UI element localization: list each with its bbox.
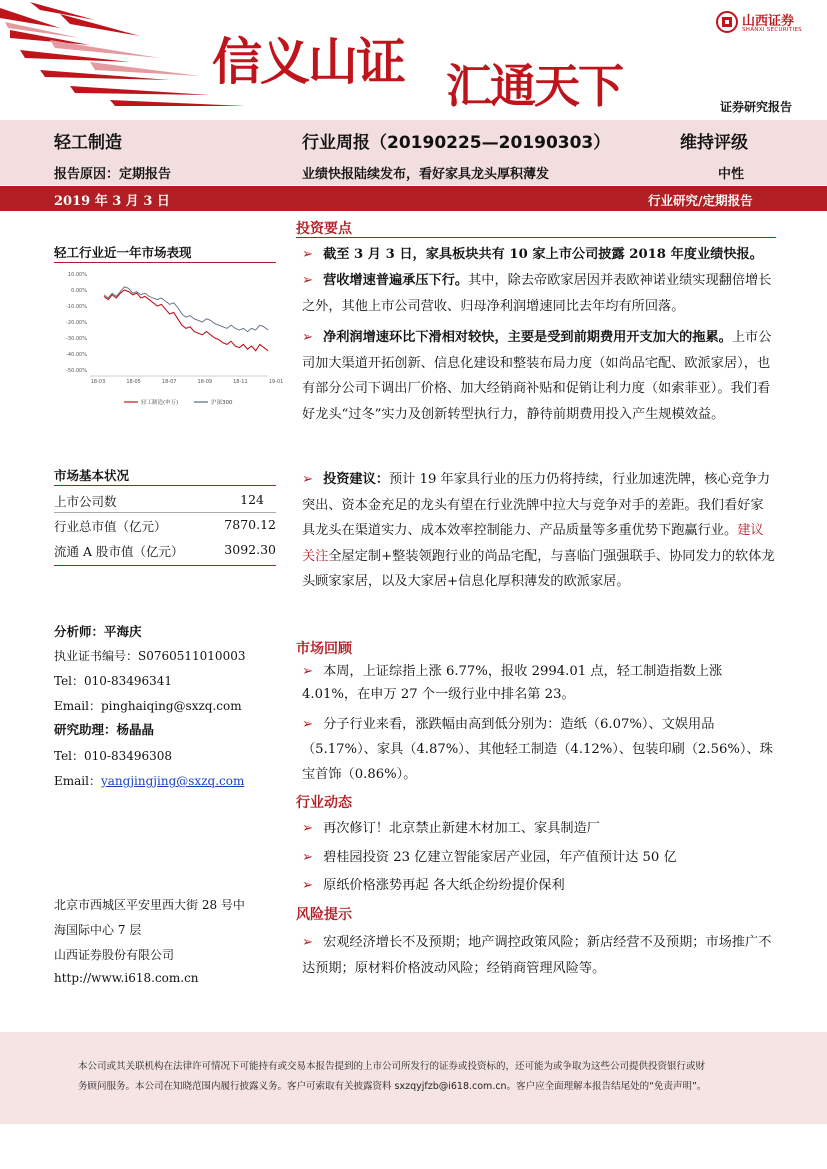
invest-point-4: ➢ 投资建议：预计 19 年家具行业的压力仍将持续，行业加速洗牌，核心竞争力突出、资本金充足的龙头有望在行业洗牌中拉大与竞争对手的差距。我们看好家具龙头在渠道实力、成本效率控制能力、产品质量等多重优势下跑赢行业。建议关注全屋定制+整装领跑行业的尚品宅配，与喜临门强强联手、协同发力的软体龙头顾家家居，以及大家居+信息化厚积薄发的欧派家居。 bbox=[302, 472, 775, 589]
news-item[interactable]: ➢ 再次修订！北京禁止新建木材加工、家具制造厂 bbox=[302, 821, 600, 836]
section-title-market: 市场回顾 bbox=[296, 641, 352, 657]
market-point-2: ➢ 分子行业来看，涨跌幅由高到低分别为：造纸（6.07%）、文娱用品（5.17%）、家具（4.87%）、其他轻工制造（4.12%）、包装印刷（2.56%）、珠宝首饰（0.86%）。 bbox=[302, 717, 773, 782]
invest-point-3: ➢ 净利润增速环比下滑相对较快，主要是受到前期费用开支加大的拖累。上市公司加大渠道开拓创新、信息化建设和整装布局力度（如尚品宅配、欧派家居），也有部分公司下调出厂价格、加大经销商补贴和促销让利力度（如索菲亚）。我们看好龙头“过冬”实力及创新转型执行力，静待前期费用投入产生规模效益。 bbox=[302, 330, 772, 422]
analyst-cert: 执业证书编号：S0760511010003 bbox=[54, 649, 246, 663]
brand-en: SHANXI SECURITIES bbox=[742, 27, 802, 33]
news-item[interactable]: ➢ 碧桂园投资 23 亿建立智能家居产业园，年产值预计达 50 亿 bbox=[302, 850, 677, 865]
risk-point: ➢ 宏观经济增长不及预期；地产调控政策风险；新店经营不及预期；市场推广不达预期；原材料价格波动风险；经销商管理风险等。 bbox=[302, 935, 772, 976]
report-reason: 报告原因：定期报告 bbox=[54, 167, 172, 182]
legend-label: 轻工制造(申万) bbox=[141, 400, 179, 406]
arrow-bullet-icon: ➢ bbox=[302, 330, 314, 345]
divider bbox=[296, 237, 776, 238]
x-tick-label: 18-11 bbox=[233, 379, 248, 385]
invest-point-1: ➢ 截至 3 月 3 日，家具板块共有 10 家上市公司披露 2018 年度业绩快报。 bbox=[302, 247, 763, 262]
analyst-name: 分析师：平海庆 bbox=[54, 624, 142, 639]
series-line bbox=[104, 287, 268, 332]
report-type-label: 证券研究报告 bbox=[720, 100, 793, 114]
metric-label: 行业总市值（亿元） bbox=[54, 519, 167, 534]
divider bbox=[54, 512, 276, 513]
section-title-risk: 风险提示 bbox=[296, 907, 352, 923]
divider bbox=[54, 565, 276, 566]
brand-logo bbox=[716, 10, 816, 36]
arrow-bullet-icon: ➢ bbox=[302, 717, 314, 732]
analyst-email: Email：pinghaiqing@sxzq.com bbox=[54, 699, 242, 713]
assistant-email: Email：yangjingjing@sxzq.com bbox=[54, 774, 245, 788]
assistant-email-link[interactable]: yangjingjing@sxzq.com bbox=[100, 774, 245, 788]
assistant-tel: Tel：010-83496308 bbox=[54, 749, 173, 763]
metric-row bbox=[54, 492, 276, 510]
section-title-dynamics: 行业动态 bbox=[296, 795, 352, 811]
logo-mark-icon bbox=[716, 11, 738, 33]
metric-row bbox=[54, 542, 276, 560]
arrow-bullet-icon: ➢ bbox=[302, 935, 314, 950]
arrow-bullet-icon: ➢ bbox=[302, 472, 314, 487]
disclaimer: 本公司或其关联机构在法律许可情况下可能持有或交易本报告提到的上市公司所发行的证券或投资标的，还可能为或争取为这些公司提供投资银行或财 务顾问服务。本公司在知晓范围内履行披露义务。客户可索取有关披露资料 sxzqyjfzb@i618.com.cn。客户应全面理解本报告结尾处的“免责声明”。 bbox=[78, 1061, 707, 1092]
divider bbox=[54, 262, 276, 263]
y-tick-label: -40.00% bbox=[66, 352, 87, 358]
news-item[interactable]: ➢ 原纸价格涨势再起 各大纸企纷纷提价保利 bbox=[302, 878, 565, 893]
series-line bbox=[104, 290, 268, 351]
x-tick-label: 18-03 bbox=[90, 379, 106, 385]
x-tick-label: 18-05 bbox=[126, 379, 141, 385]
arrow-bullet-icon: ➢ bbox=[302, 850, 314, 865]
brand-cn: 山西证券 bbox=[742, 14, 795, 29]
legend-label: 沪深300 bbox=[211, 400, 233, 406]
y-tick-label: -30.00% bbox=[66, 336, 87, 342]
metric-value: 124 bbox=[240, 492, 264, 507]
arrow-bullet-icon: ➢ bbox=[302, 878, 314, 893]
address-line: 北京市西城区平安里西大街 28 号中 bbox=[54, 898, 245, 912]
market-title: 市场基本状况 bbox=[54, 468, 130, 483]
chart-title: 轻工行业近一年市场表现 bbox=[54, 245, 192, 260]
x-tick-label: 18-09 bbox=[197, 379, 213, 385]
invest-point-2: ➢ 营收增速普遍承压下行。其中，除去帝欧家居因并表欧神诺业绩实现翻倍增长之外，其他上市公司营收、归母净利润增速同比去年均有所回落。 bbox=[302, 273, 772, 314]
industry-name: 轻工制造 bbox=[54, 133, 122, 153]
metric-value: 7870.12 bbox=[224, 517, 276, 532]
y-tick-label: -50.00% bbox=[66, 368, 87, 374]
slogan-left: 信义山证 bbox=[212, 32, 404, 91]
arrow-bullet-icon: ➢ bbox=[302, 821, 314, 836]
arrow-bullet-icon: ➢ bbox=[302, 247, 314, 262]
rating-label: 维持评级 bbox=[680, 133, 748, 153]
metric-label: 流通 A 股市值（亿元） bbox=[54, 544, 184, 559]
y-tick-label: -10.00% bbox=[66, 304, 87, 310]
rating-value: 中性 bbox=[718, 167, 745, 182]
performance-chart bbox=[54, 266, 284, 416]
website-link[interactable]: http://www.i618.com.cn bbox=[54, 971, 199, 985]
company-name: 山西证券股份有限公司 bbox=[54, 948, 175, 962]
report-date: 2019 年 3 月 3 日 bbox=[54, 194, 170, 209]
report-subtitle: 业绩快报陆续发布，看好家具龙头厚积薄发 bbox=[302, 167, 550, 182]
x-tick-label: 19-01 bbox=[268, 379, 284, 385]
report-category: 行业研究/定期报告 bbox=[648, 193, 753, 208]
assistant-name: 研究助理：杨晶晶 bbox=[54, 722, 155, 737]
report-title: 行业周报（20190225—20190303） bbox=[302, 133, 611, 153]
market-point-1: ➢ 本周，上证综指上涨 6.77%，报收 2994.01 点，轻工制造指数上涨 4.01%，在申万 27 个一级行业中排名第 23。 bbox=[302, 664, 723, 702]
address-line: 海国际中心 7 层 bbox=[54, 923, 142, 937]
arrow-bullet-icon: ➢ bbox=[302, 273, 314, 288]
section-title-invest: 投资要点 bbox=[296, 221, 352, 237]
arrow-bullet-icon: ➢ bbox=[302, 664, 314, 679]
analyst-tel: Tel：010-83496341 bbox=[54, 674, 173, 688]
metric-row bbox=[54, 517, 276, 535]
y-tick-label: 10.00% bbox=[67, 272, 87, 278]
y-tick-label: 0.00% bbox=[71, 288, 87, 294]
slogan-right: 汇通天下 bbox=[446, 59, 622, 113]
divider bbox=[54, 485, 276, 486]
metric-value: 3092.30 bbox=[224, 542, 276, 557]
y-tick-label: -20.00% bbox=[66, 320, 87, 326]
x-tick-label: 18-07 bbox=[161, 379, 177, 385]
metric-label: 上市公司数 bbox=[54, 494, 117, 509]
